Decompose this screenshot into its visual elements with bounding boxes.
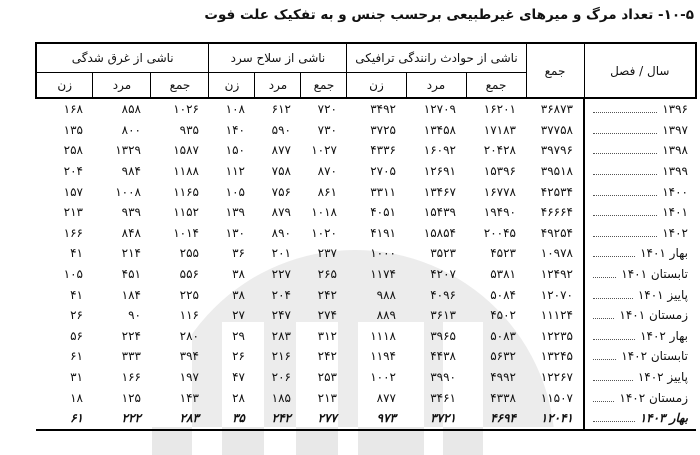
cell-drowning-male: ۲۲۴ (121, 328, 141, 343)
cell-cold-female: ۱۱۲ (225, 164, 245, 179)
page-title: ۱۰-۵- تعداد مرگ و میرهای غیرطبیعی برحسب جنس و به تفکیک علت فوت (204, 7, 694, 23)
watermark-gray-bar (358, 427, 424, 455)
cell-drowning-total: ۲۲۵ (179, 287, 199, 302)
cell-drowning-total: ۱۰۲۶ (173, 102, 199, 117)
subcol-traffic-total: جمع (466, 73, 526, 99)
cell-cold-female: ۱۰۸ (225, 102, 245, 117)
year-season-label: پاییز ۱۴۰۱ (637, 287, 688, 302)
year-season-cell (584, 387, 696, 408)
cell-drowning-male: ۸۵۸ (121, 102, 141, 117)
cell-traffic-female: ۴۳۳۶ (370, 143, 396, 158)
cell-cold-female: ۴۷ (232, 370, 245, 385)
cell-grand-total: ۱۱۱۲۴ (540, 308, 573, 323)
cell-drowning-female: ۲۱۳ (63, 205, 83, 220)
cell-traffic-male: ۱۶۰۹۲ (423, 143, 456, 158)
year-season-cell (584, 408, 696, 430)
leader-dots (593, 215, 657, 216)
cell-traffic-total: ۴۶۹۴ (466, 408, 526, 430)
cell-drowning-male: ۲۲۲ (93, 408, 151, 430)
cell-traffic-female: ۴۱۹۱ (370, 225, 396, 240)
cell-cold-male: ۸۷۹ (271, 205, 291, 220)
cell-traffic-total: ۵۶۳۲ (490, 349, 516, 364)
leader-dots (593, 195, 657, 196)
cell-drowning-male: ۱۶۶ (121, 370, 141, 385)
subcol-cold-female: زن (209, 73, 255, 99)
leader-dots (593, 339, 635, 340)
cell-traffic-male: ۱۲۷۰۹ (423, 102, 456, 117)
cell-grand-total: ۱۱۵۰۷ (540, 390, 573, 405)
cell-cold-male: ۱۸۵ (271, 390, 291, 405)
cell-drowning-female: ۲۰۴ (63, 164, 83, 179)
cell-traffic-female: ۱۱۷۴ (370, 267, 396, 282)
table-row (36, 181, 696, 202)
cell-traffic-total: ۱۵۳۹۶ (483, 164, 516, 179)
cell-drowning-total: ۱۰۱۴ (173, 225, 199, 240)
cell-drowning-female: ۴۱ (70, 246, 83, 261)
cell-traffic-male: ۴۲۰۷ (430, 267, 456, 282)
table-row (36, 223, 696, 244)
year-season-cell (584, 120, 696, 141)
year-season-cell (584, 202, 696, 223)
leader-dots (593, 401, 614, 402)
cell-cold-total: ۲۱۳ (317, 390, 337, 405)
cell-cold-female: ۳۶ (232, 246, 245, 261)
cell-cold-total: ۲۴۲ (317, 287, 337, 302)
cell-drowning-male: ۹۸۴ (121, 164, 141, 179)
group-traffic-accidents: ناشی از حوادث رانندگی ترافیکی (347, 43, 526, 73)
cell-drowning-male: ۱۸۴ (121, 287, 141, 302)
cell-grand-total: ۳۷۷۵۸ (540, 122, 573, 137)
watermark-gray-bar (222, 427, 264, 455)
cell-traffic-male: ۳۴۶۱ (430, 390, 456, 405)
leader-dots (593, 153, 657, 154)
year-season-label: ۱۳۹۷ (662, 122, 688, 137)
year-season-cell (584, 326, 696, 347)
cell-drowning-female: ۲۵۸ (63, 143, 83, 158)
leader-dots (593, 359, 616, 360)
cell-traffic-total: ۴۵۰۲ (490, 308, 516, 323)
cell-cold-female: ۳۵ (209, 408, 255, 430)
cell-traffic-female: ۱۱۹۴ (370, 349, 396, 364)
cell-cold-male: ۵۹۰ (271, 122, 291, 137)
cell-traffic-total: ۱۶۷۷۸ (483, 184, 516, 199)
leader-dots (593, 298, 633, 299)
cell-drowning-female: ۳۱ (70, 370, 83, 385)
cell-drowning-female: ۴۱ (70, 287, 83, 302)
cell-grand-total: ۳۹۵۱۸ (540, 164, 573, 179)
year-season-label: ۱۳۹۸ (662, 143, 688, 158)
cell-cold-male: ۲۰۶ (271, 370, 291, 385)
cell-cold-total: ۲۷۷ (301, 408, 347, 430)
cell-cold-total: ۸۷۰ (317, 164, 337, 179)
subcol-traffic-male: مرد (406, 73, 466, 99)
cell-drowning-female: ۵۶ (70, 328, 83, 343)
cell-cold-total: ۱۰۲۷ (311, 143, 337, 158)
cell-drowning-male: ۸۴۸ (121, 225, 141, 240)
cell-traffic-female: ۱۰۰۰ (370, 246, 396, 261)
cell-grand-total: ۳۶۸۷۳ (540, 102, 573, 117)
year-season-label: ۱۳۹۶ (662, 102, 688, 117)
cell-drowning-female: ۱۶۶ (63, 225, 83, 240)
cell-cold-male: ۲۸۳ (271, 328, 291, 343)
cell-traffic-total: ۱۶۲۰۱ (483, 102, 516, 117)
cell-drowning-female: ۲۶ (70, 308, 83, 323)
year-season-cell (584, 367, 696, 388)
cell-cold-total: ۲۵۳ (317, 370, 337, 385)
cell-grand-total: ۴۶۶۶۴ (540, 205, 573, 220)
cell-drowning-male: ۱۲۵ (121, 390, 141, 405)
cell-traffic-female: ۱۰۰۲ (370, 370, 396, 385)
table-row (36, 98, 696, 120)
table-row (36, 120, 696, 141)
cell-drowning-male: ۴۵۱ (121, 267, 141, 282)
year-season-label: ۱۴۰۲ (662, 225, 688, 240)
cell-grand-total: ۱۳۲۴۵ (540, 349, 573, 364)
cell-grand-total: ۱۲۲۶۷ (540, 370, 573, 385)
cell-cold-female: ۱۰۵ (225, 184, 245, 199)
cell-drowning-female: ۱۵۷ (63, 184, 83, 199)
cell-drowning-male: ۹۰ (128, 308, 141, 323)
table-row (36, 161, 696, 182)
table-row (36, 367, 696, 388)
cell-drowning-total: ۳۹۴ (179, 349, 199, 364)
leader-dots (593, 380, 633, 381)
year-season-cell (584, 284, 696, 305)
table-row (36, 346, 696, 367)
cell-cold-male: ۲۰۱ (271, 246, 291, 261)
cell-cold-male: ۷۵۸ (271, 164, 291, 179)
cell-cold-total: ۲۳۷ (317, 246, 337, 261)
year-season-cell (584, 140, 696, 161)
cell-traffic-total: ۱۷۱۸۳ (483, 122, 516, 137)
cell-cold-female: ۳۸ (232, 267, 245, 282)
cell-drowning-female: ۱۰۵ (63, 267, 83, 282)
deaths-table-wrapper (35, 42, 697, 431)
cell-drowning-female: ۱۶۸ (63, 102, 83, 117)
year-season-label: ۱۴۰۱ (662, 205, 688, 220)
subcol-drowning-female: زن (36, 73, 93, 99)
year-season-cell (584, 161, 696, 182)
cell-drowning-male: ۱۰۰۸ (115, 184, 141, 199)
cell-traffic-male: ۳۹۶۵ (430, 328, 456, 343)
watermark-gray-bar (443, 427, 483, 455)
leader-dots (593, 421, 635, 422)
cell-drowning-total: ۱۴۳ (179, 390, 199, 405)
deaths-table (35, 42, 697, 431)
leader-dots (593, 277, 616, 278)
cell-cold-total: ۳۱۲ (317, 328, 337, 343)
table-row (36, 408, 696, 430)
cell-cold-female: ۳۸ (232, 287, 245, 302)
cell-traffic-female: ۸۷۷ (376, 390, 396, 405)
cell-drowning-male: ۳۳۳ (121, 349, 141, 364)
cell-cold-female: ۲۸ (232, 390, 245, 405)
year-season-label: زمستان ۱۴۰۱ (619, 308, 688, 323)
cell-drowning-female: ۱۸ (70, 390, 83, 405)
cell-cold-female: ۲۶ (232, 349, 245, 364)
year-season-label: بهار ۱۴۰۱ (640, 246, 688, 261)
col-grand-total: جمع (526, 43, 584, 98)
cell-traffic-female: ۸۸۹ (376, 308, 396, 323)
cell-cold-male: ۶۱۲ (271, 102, 291, 117)
table-row (36, 387, 696, 408)
cell-cold-male: ۲۴۷ (271, 308, 291, 323)
year-season-label: تابستان ۱۴۰۱ (621, 267, 688, 282)
cell-traffic-female: ۳۷۲۵ (370, 122, 396, 137)
cell-traffic-male: ۳۵۲۳ (430, 246, 456, 261)
cell-drowning-total: ۵۵۶ (179, 267, 199, 282)
year-season-cell (584, 181, 696, 202)
cell-grand-total: ۱۲۲۳۵ (540, 328, 573, 343)
cell-drowning-male: ۸۰۰ (121, 122, 141, 137)
leader-dots (593, 318, 614, 319)
cell-cold-male: ۷۵۶ (271, 184, 291, 199)
cell-cold-total: ۷۳۰ (317, 122, 337, 137)
year-season-cell (584, 264, 696, 285)
cell-traffic-male: ۱۵۸۵۴ (423, 225, 456, 240)
cell-cold-female: ۲۹ (232, 328, 245, 343)
subcol-drowning-male: مرد (93, 73, 151, 99)
year-season-cell (584, 346, 696, 367)
subcol-cold-male: مرد (255, 73, 301, 99)
watermark-bars (0, 427, 700, 455)
cell-cold-male: ۲۰۴ (271, 287, 291, 302)
cell-cold-female: ۱۳۰ (225, 225, 245, 240)
cell-cold-total: ۱۰۲۰ (311, 225, 337, 240)
cell-cold-female: ۱۳۹ (225, 205, 245, 220)
leader-dots (593, 112, 657, 113)
cell-cold-male: ۲۴۲ (255, 408, 301, 430)
cell-grand-total: ۱۲۴۹۲ (540, 267, 573, 282)
table-row (36, 243, 696, 264)
cell-grand-total: ۴۲۵۳۴ (540, 184, 573, 199)
cell-cold-female: ۲۷ (232, 308, 245, 323)
leader-dots (593, 133, 657, 134)
cell-drowning-total: ۲۸۰ (179, 328, 199, 343)
cell-traffic-male: ۱۳۴۶۷ (423, 184, 456, 199)
cell-traffic-total: ۴۵۲۳ (490, 246, 516, 261)
group-drowning: ناشی از غرق شدگی (36, 43, 209, 73)
cell-cold-total: ۲۷۴ (317, 308, 337, 323)
leader-dots (593, 256, 635, 257)
cell-traffic-male: ۳۶۱۳ (430, 308, 456, 323)
year-season-label: بهار ۱۴۰۲ (640, 328, 688, 343)
cell-traffic-female: ۴۰۵۱ (370, 205, 396, 220)
table-row (36, 326, 696, 347)
cell-grand-total: ۱۲۰۷۰ (540, 287, 573, 302)
cell-drowning-total: ۱۱۶ (179, 308, 199, 323)
year-season-cell (584, 305, 696, 326)
cell-traffic-male: ۱۳۴۵۸ (423, 122, 456, 137)
cell-traffic-total: ۵۳۸۱ (490, 267, 516, 282)
col-year-season: سال / فصل (584, 43, 696, 98)
cell-drowning-total: ۱۵۸۷ (173, 143, 199, 158)
cell-traffic-total: ۴۹۹۲ (490, 370, 516, 385)
cell-traffic-female: ۲۷۰۵ (370, 164, 396, 179)
year-season-label: تابستان ۱۴۰۲ (621, 349, 688, 364)
cell-cold-male: ۸۹۰ (271, 225, 291, 240)
table-row (36, 140, 696, 161)
subcol-cold-total: جمع (301, 73, 347, 99)
cell-traffic-male: ۴۴۳۸ (430, 349, 456, 364)
cell-traffic-total: ۲۰۰۴۵ (483, 225, 516, 240)
cell-traffic-female: ۹۸۸ (376, 287, 396, 302)
group-cold-weapon: ناشی از سلاح سرد (209, 43, 347, 73)
watermark-gray-bar (152, 427, 192, 455)
year-season-label: بهار ۱۴۰۳ (639, 411, 688, 426)
cell-traffic-total: ۵۰۸۳ (490, 328, 516, 343)
cell-drowning-total: ۱۱۵۲ (173, 205, 199, 220)
table-row (36, 305, 696, 326)
cell-cold-total: ۲۴۲ (317, 349, 337, 364)
cell-drowning-male: ۲۱۴ (121, 246, 141, 261)
cell-cold-total: ۲۶۵ (317, 267, 337, 282)
cell-drowning-female: ۶۱ (36, 408, 93, 430)
year-season-label: ۱۳۹۹ (662, 164, 688, 179)
table-row (36, 284, 696, 305)
cell-grand-total: ۱۰۹۷۸ (540, 246, 573, 261)
cell-traffic-total: ۵۰۸۴ (490, 287, 516, 302)
year-season-label: زمستان ۱۴۰۲ (619, 390, 688, 405)
cell-traffic-female: ۹۷۳ (347, 408, 406, 430)
table-row (36, 264, 696, 285)
cell-traffic-total: ۲۰۴۲۸ (483, 143, 516, 158)
cell-cold-female: ۱۵۰ (225, 143, 245, 158)
year-season-cell (584, 243, 696, 264)
cell-traffic-female: ۳۴۹۲ (370, 102, 396, 117)
cell-traffic-male: ۴۰۹۶ (430, 287, 456, 302)
cell-cold-male: ۲۲۷ (271, 267, 291, 282)
cell-traffic-male: ۱۲۶۹۱ (423, 164, 456, 179)
leader-dots (593, 236, 657, 237)
cell-drowning-total: ۱۱۸۸ (173, 164, 199, 179)
cell-traffic-male: ۳۷۲۱ (406, 408, 466, 430)
cell-grand-total: ۳۹۷۹۶ (540, 143, 573, 158)
cell-cold-female: ۱۴۰ (225, 122, 245, 137)
cell-drowning-total: ۹۳۵ (179, 122, 199, 137)
cell-traffic-male: ۳۹۹۰ (430, 370, 456, 385)
cell-cold-total: ۷۲۰ (317, 102, 337, 117)
year-season-label: پاییز ۱۴۰۲ (637, 370, 688, 385)
year-season-cell (584, 223, 696, 244)
cell-drowning-total: ۲۸۳ (151, 408, 209, 430)
cell-cold-male: ۲۱۶ (271, 349, 291, 364)
cell-traffic-total: ۱۹۴۹۰ (483, 205, 516, 220)
cell-drowning-total: ۱۹۷ (179, 370, 199, 385)
cell-traffic-total: ۴۳۳۸ (490, 390, 516, 405)
table-row (36, 202, 696, 223)
cell-cold-total: ۱۰۱۸ (311, 205, 337, 220)
cell-drowning-male: ۹۳۹ (121, 205, 141, 220)
year-season-label: ۱۴۰۰ (662, 184, 688, 199)
subcol-traffic-female: زن (347, 73, 406, 99)
watermark-gray-bar (296, 427, 338, 455)
cell-cold-total: ۸۶۱ (317, 184, 337, 199)
cell-traffic-female: ۱۱۱۸ (370, 328, 396, 343)
cell-traffic-female: ۳۳۱۱ (370, 184, 396, 199)
subcol-drowning-total: جمع (151, 73, 209, 99)
cell-drowning-male: ۱۳۲۹ (115, 143, 141, 158)
cell-drowning-female: ۶۱ (70, 349, 83, 364)
cell-grand-total: ۱۲۰۴۱ (526, 408, 584, 430)
cell-drowning-total: ۲۵۵ (179, 246, 199, 261)
cell-drowning-total: ۱۱۶۵ (173, 184, 199, 199)
cell-grand-total: ۴۹۲۵۴ (540, 225, 573, 240)
year-season-cell (584, 98, 696, 120)
cell-cold-male: ۸۷۷ (271, 143, 291, 158)
leader-dots (593, 174, 657, 175)
cell-drowning-female: ۱۳۵ (63, 122, 83, 137)
cell-traffic-male: ۱۵۴۳۹ (423, 205, 456, 220)
